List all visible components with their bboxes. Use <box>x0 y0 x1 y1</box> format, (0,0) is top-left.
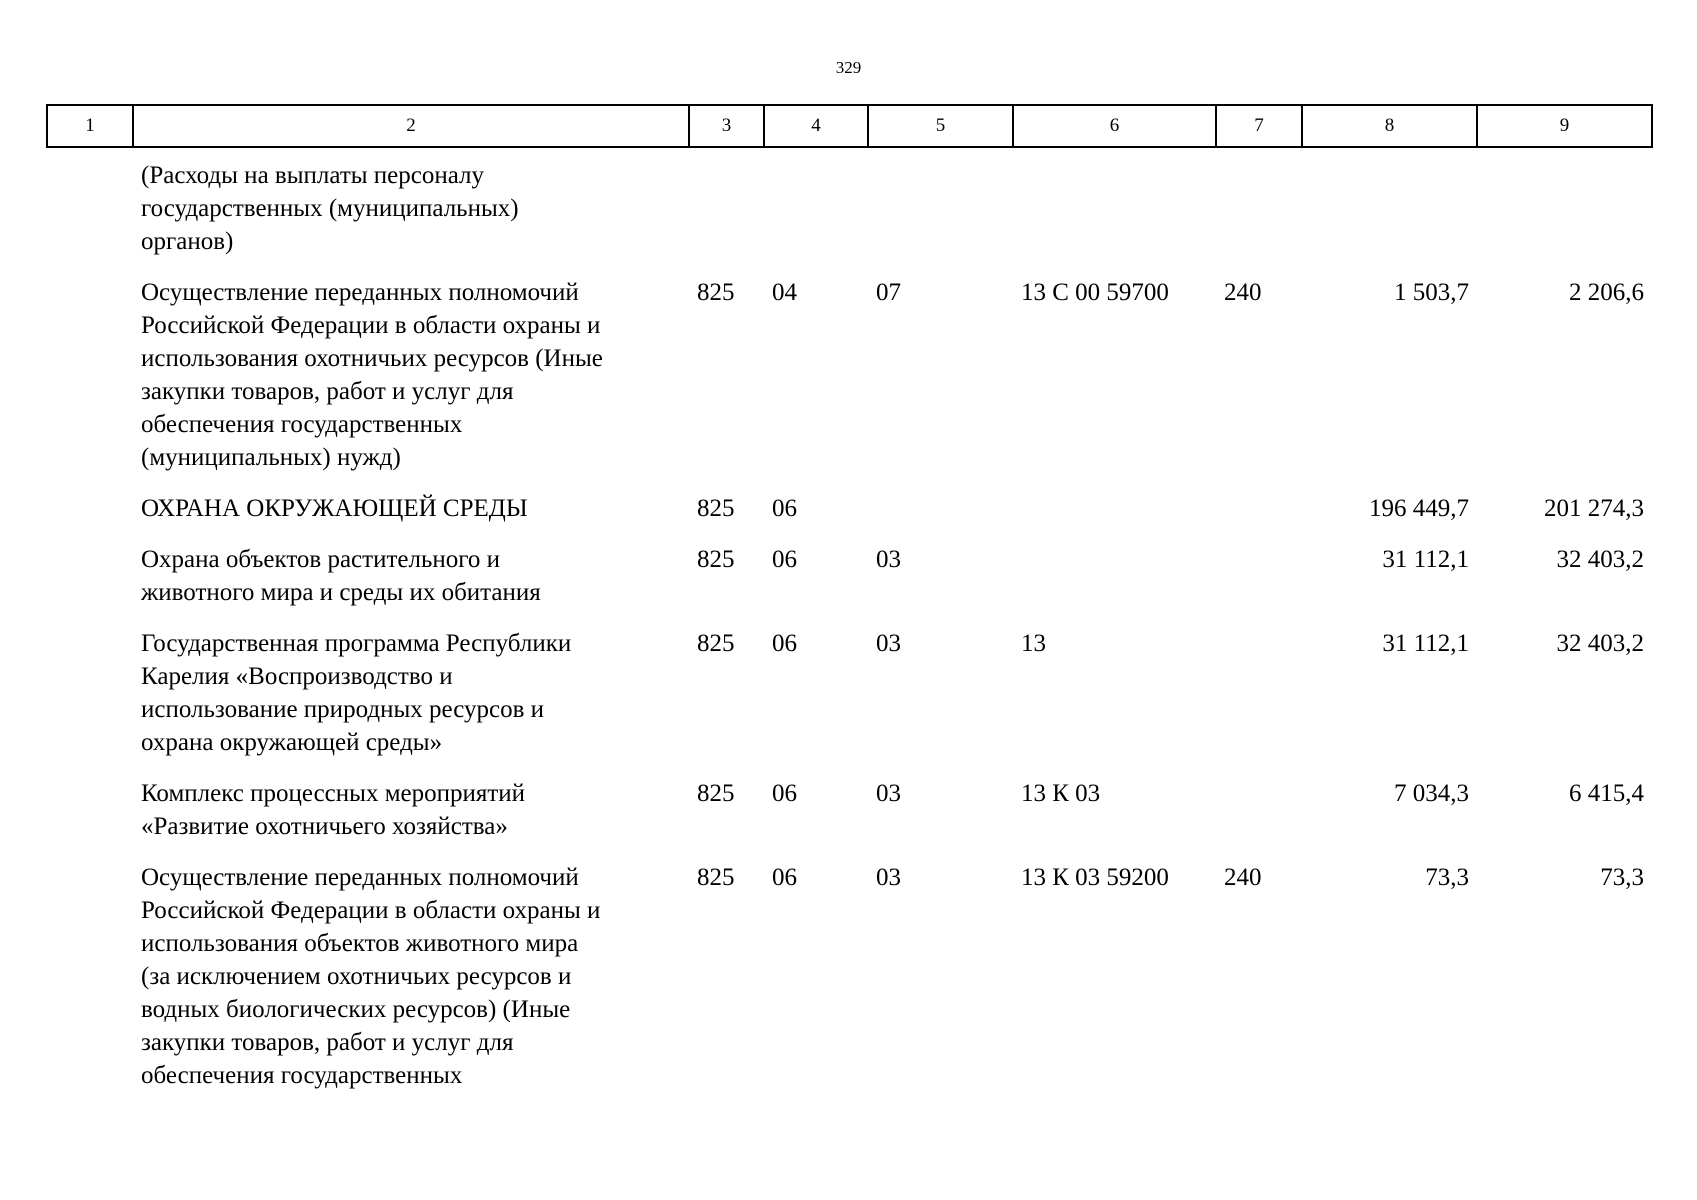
expense-type-cell: 240 <box>1224 864 1262 891</box>
amount-year1-cell: 31 112,1 <box>1382 630 1469 657</box>
expense-type-cell <box>1216 474 1302 525</box>
amount-year1-cell <box>1302 147 1477 258</box>
expense-name-line: Осуществление переданных полномочий <box>141 864 579 891</box>
table-row <box>47 609 1652 759</box>
admin-code-cell: 825 <box>697 630 735 657</box>
table-row <box>47 843 1652 1092</box>
section-code-cell: 06 <box>772 546 797 573</box>
expense-type-cell <box>1216 759 1302 843</box>
subsection-code-cell <box>868 474 1013 525</box>
row-number-cell <box>47 609 133 759</box>
expense-type-cell <box>1216 525 1302 609</box>
target-article-cell <box>1013 474 1216 525</box>
expense-name-line: Российской Федерации в области охраны и <box>141 312 601 339</box>
expense-name-cell <box>133 147 689 258</box>
section-code-cell <box>764 147 868 258</box>
budget-table <box>46 104 1653 1092</box>
amount-year1-cell: 7 034,3 <box>1394 780 1469 807</box>
expense-name-line: животного мира и среды их обитания <box>141 579 541 606</box>
expense-name-line: «Развитие охотничьего хозяйства» <box>141 813 508 840</box>
expense-name-line: органов) <box>141 228 234 255</box>
amount-year2-cell: 73,3 <box>1600 864 1644 891</box>
expense-name-line: (за исключением охотничьих ресурсов и <box>141 963 572 990</box>
expense-name-line: использование природных ресурсов и <box>141 696 545 723</box>
target-article-cell <box>1013 147 1216 258</box>
admin-code-cell: 825 <box>697 279 735 306</box>
section-code-cell: 06 <box>772 780 797 807</box>
column-number-header: 1 <box>47 105 133 147</box>
subsection-code-cell <box>868 147 1013 258</box>
admin-code-cell <box>689 147 764 258</box>
expense-name-line: водных биологических ресурсов) (Иные <box>141 996 571 1023</box>
subsection-code-cell: 03 <box>876 864 901 891</box>
target-article-cell <box>1013 525 1216 609</box>
expense-name-line: ОХРАНА ОКРУЖАЮЩЕЙ СРЕДЫ <box>141 495 528 522</box>
subsection-code-cell: 07 <box>876 279 901 306</box>
amount-year1-cell: 73,3 <box>1425 864 1469 891</box>
section-code-cell: 04 <box>772 279 797 306</box>
expense-name-cell <box>133 525 689 609</box>
section-code-cell: 06 <box>772 630 797 657</box>
amount-year2-cell: 32 403,2 <box>1556 630 1644 657</box>
expense-name-cell <box>133 843 689 1092</box>
admin-code-cell: 825 <box>697 495 735 522</box>
expense-name-line: Государственная программа Республики <box>141 630 572 657</box>
expense-type-cell: 240 <box>1224 279 1262 306</box>
expense-name-cell <box>133 759 689 843</box>
expense-name-line: государственных (муниципальных) <box>141 195 519 222</box>
amount-year2-cell: 201 274,3 <box>1544 495 1644 522</box>
expense-name-line: Карелия «Воспроизводство и <box>141 663 453 690</box>
column-number-header: 5 <box>868 105 1013 147</box>
target-article-cell: 13 К 03 <box>1021 780 1101 807</box>
row-number-cell <box>47 258 133 474</box>
expense-name-cell <box>133 474 689 525</box>
column-number-row <box>47 105 1652 147</box>
row-number-cell <box>47 474 133 525</box>
row-number-cell <box>47 843 133 1092</box>
table-row <box>47 258 1652 474</box>
section-code-cell: 06 <box>772 864 797 891</box>
column-number-header: 2 <box>133 105 689 147</box>
table-row <box>47 147 1652 258</box>
expense-name-line: Охрана объектов растительного и <box>141 546 500 573</box>
amount-year2-cell <box>1477 147 1652 258</box>
target-article-cell: 13 <box>1021 630 1046 657</box>
subsection-code-cell: 03 <box>876 546 901 573</box>
row-number-cell <box>47 147 133 258</box>
column-number-header: 8 <box>1302 105 1477 147</box>
column-number-header: 9 <box>1477 105 1652 147</box>
target-article-cell: 13 К 03 59200 <box>1021 864 1169 891</box>
subsection-code-cell: 03 <box>876 780 901 807</box>
expense-name-line: обеспечения государственных <box>141 411 463 438</box>
expense-name-line: обеспечения государственных <box>141 1062 463 1089</box>
expense-name-line: использования объектов животного мира <box>141 930 579 957</box>
expense-type-cell <box>1216 147 1302 258</box>
page-number: 329 <box>835 58 862 77</box>
expense-name-cell <box>133 609 689 759</box>
column-number-header: 7 <box>1216 105 1302 147</box>
expense-name-line: использования охотничьих ресурсов (Иные <box>141 345 603 372</box>
section-code-cell: 06 <box>772 495 797 522</box>
admin-code-cell: 825 <box>697 864 735 891</box>
expense-name-line: закупки товаров, работ и услуг для <box>141 1029 514 1056</box>
expense-name-line: Российской Федерации в области охраны и <box>141 897 601 924</box>
table-row <box>47 474 1652 525</box>
target-article-cell: 13 С 00 59700 <box>1021 279 1169 306</box>
admin-code-cell: 825 <box>697 546 735 573</box>
row-number-cell <box>47 525 133 609</box>
amount-year2-cell: 32 403,2 <box>1556 546 1644 573</box>
amount-year2-cell: 6 415,4 <box>1569 780 1644 807</box>
expense-type-cell <box>1216 609 1302 759</box>
expense-name-line: (Расходы на выплаты персоналу <box>141 162 485 189</box>
amount-year1-cell: 196 449,7 <box>1369 495 1469 522</box>
amount-year2-cell: 2 206,6 <box>1569 279 1644 306</box>
expense-name-line: Осуществление переданных полномочий <box>141 279 579 306</box>
column-number-header: 6 <box>1013 105 1216 147</box>
row-number-cell <box>47 759 133 843</box>
expense-name-line: охрана окружающей среды» <box>141 729 443 756</box>
column-number-header: 3 <box>689 105 764 147</box>
admin-code-cell: 825 <box>697 780 735 807</box>
expense-name-line: закупки товаров, работ и услуг для <box>141 378 514 405</box>
column-number-header: 4 <box>764 105 868 147</box>
expense-name-line: Комплекс процессных мероприятий <box>141 780 526 807</box>
table-row <box>47 759 1652 843</box>
expense-name-line: (муниципальных) нужд) <box>141 444 401 471</box>
amount-year1-cell: 31 112,1 <box>1382 546 1469 573</box>
subsection-code-cell: 03 <box>876 630 901 657</box>
amount-year1-cell: 1 503,7 <box>1394 279 1469 306</box>
table-row <box>47 525 1652 609</box>
expense-name-cell <box>133 258 689 474</box>
